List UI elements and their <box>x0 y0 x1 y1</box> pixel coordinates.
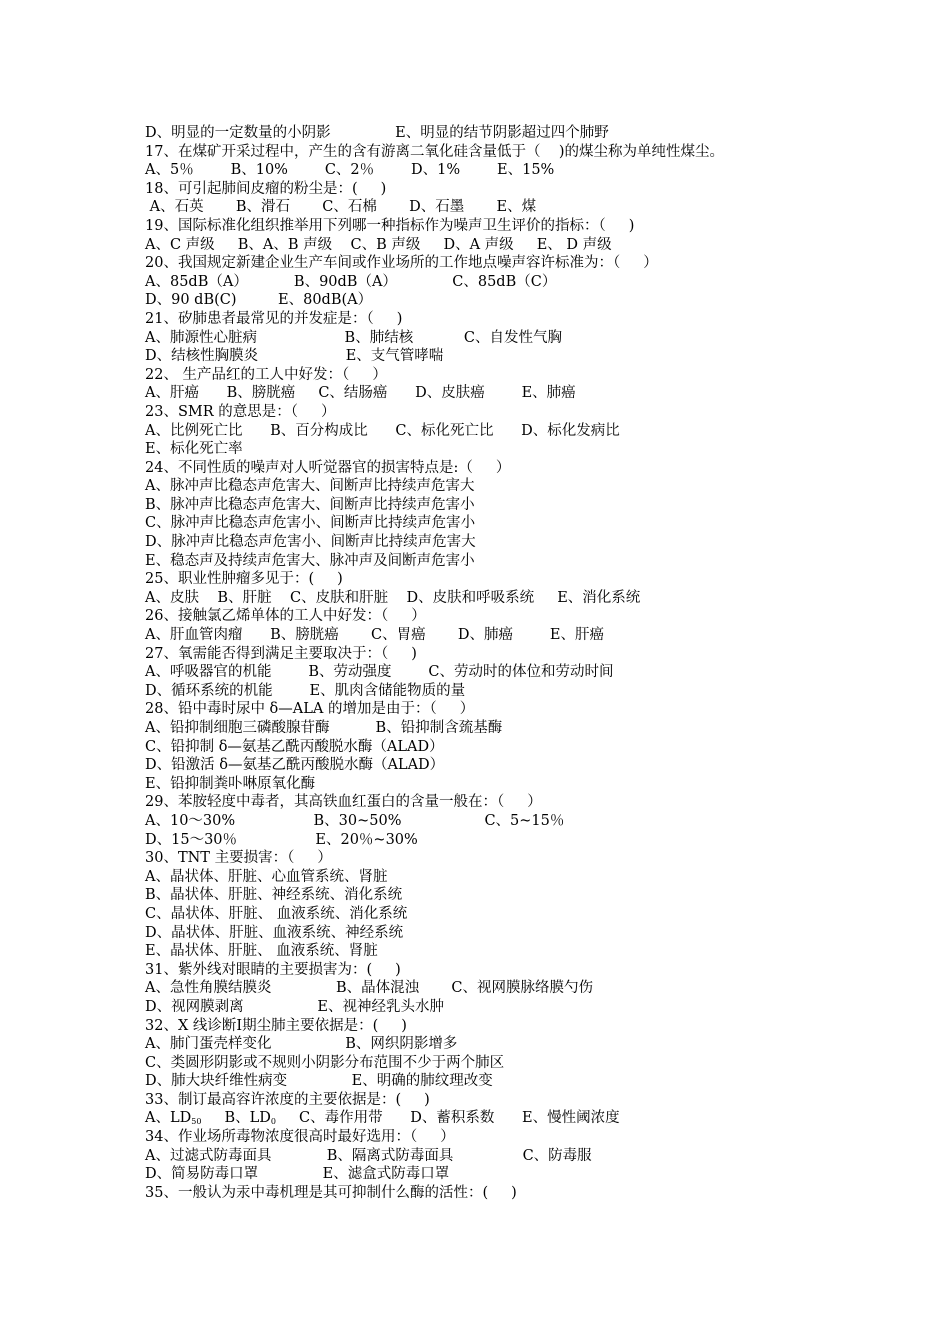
option-b-subscript: 0 <box>270 1117 276 1127</box>
option-line: A、过滤式防毒面具 B、隔离式防毒面具 C、防毒服 <box>145 1147 592 1164</box>
option-line: D、明显的一定数量的小阴影 E、明显的结节阴影超过四个肺野 <box>145 125 609 141</box>
question-26: 26、接触氯乙烯单体的工人中好发：（ ） <box>145 608 426 625</box>
option-line: A、85dB（A） B、90dB（A） C、85dB（C） <box>145 273 557 290</box>
option-a-prefix: A、LD <box>145 1110 192 1127</box>
option-line: A、比例死亡比 B、百分构成比 C、标化死亡比 D、标化发病比 <box>145 422 620 439</box>
option-line: A、C 声级 B、A、B 声级 C、B 声级 D、A 声级 E、 D 声级 <box>145 236 612 253</box>
option-line: A、肝癌 B、膀胱癌 C、结肠癌 D、皮肤癌 E、肺癌 <box>145 385 576 402</box>
option-line: A、急性角膜结膜炎 B、晶体混浊 C、视网膜脉络膜勺伤 <box>145 980 594 997</box>
question-33: 33、制订最高容许浓度的主要依据是：( ) <box>145 1091 430 1108</box>
option-line: B、晶状体、肝脏、神经系统、消化系统 <box>145 887 403 904</box>
question-31: 31、紫外线对眼睛的主要损害为：( ) <box>145 961 401 978</box>
option-line: C、铅抑制 δ—氨基乙酰丙酸脱水酶（ALAD） <box>145 738 444 755</box>
question-19: 19、国际标准化组织推举用下列哪一种指标作为噪声卫生评价的指标：（ ) <box>145 217 635 234</box>
question-24: 24、不同性质的噪声对人听觉器官的损害特点是:（ ） <box>145 459 511 476</box>
option-line: A、肝血管肉瘤 B、膀胱癌 C、胃癌 D、肺癌 E、肝癌 <box>145 627 604 644</box>
option-line: D、90 dB(C) E、80dB(A） <box>145 292 373 309</box>
option-b-prefix: B、LD <box>201 1110 271 1127</box>
option-line: A、脉冲声比稳态声危害大、间断声比持续声危害大 <box>145 478 475 495</box>
option-line: A、肺源性心脏病 B、肺结核 C、自发性气胸 <box>145 329 562 346</box>
question-25: 25、职业性肿瘤多见于：( ) <box>145 571 343 588</box>
question-22: 22、 生产品红的工人中好发：（ ） <box>145 366 387 383</box>
option-line: A、皮肤 B、肝脏 C、皮肤和肝脏 D、皮肤和呼吸系统 E、消化系统 <box>145 589 641 606</box>
question-32: 32、X 线诊断Ⅰ期尘肺主要依据是：( ) <box>145 1017 407 1034</box>
option-line: D、视网膜剥离 E、视神经乳头水肿 <box>145 998 444 1015</box>
option-line: E、标化死亡率 <box>145 441 243 458</box>
question-35: 35、一般认为汞中毒机理是其可抑制什么酶的活性：( ) <box>145 1184 517 1201</box>
question-27: 27、氧需能否得到满足主要取决于：（ ) <box>145 645 417 662</box>
option-line: D、晶状体、肝脏、血液系统、神经系统 <box>145 924 404 941</box>
option-line: D、肺大块纤维性病变 E、明确的肺纹理改变 <box>145 1073 493 1090</box>
question-17: 17、在煤矿开采过程中，产生的含有游离二氧化硅含量低于（ )的煤尘称为单纯性煤尘。 <box>145 143 725 160</box>
option-line: A、5％ B、10% C、2％ D、1% E、15% <box>145 162 555 179</box>
option-line: D、简易防毒口罩 E、滤盒式防毒口罩 <box>145 1166 450 1183</box>
exam-question-list <box>145 124 905 1202</box>
question-18: 18、可引起肺间皮瘤的粉尘是：( ) <box>145 180 387 197</box>
question-21: 21、矽肺患者最常见的并发症是：（ ) <box>145 310 403 327</box>
question-28: 28、铅中毒时尿中 δ—ALA 的增加是由于：（ ） <box>145 701 475 718</box>
option-line: C、晶状体、肝脏、 血液系统、消化系统 <box>145 905 408 922</box>
option-line-q33 <box>145 1109 905 1128</box>
option-line: A、呼吸器官的机能 B、劳动强度 C、劳动时的体位和劳动时间 <box>145 664 614 681</box>
question-30: 30、TNT 主要损害：（ ） <box>145 850 332 867</box>
option-line: E、晶状体、肝脏、 血液系统、肾脏 <box>145 943 378 960</box>
question-20: 20、我国规定新建企业生产车间或作业场所的工作地点噪声容许标准为：（ ） <box>145 255 658 272</box>
question-23: 23、SMR 的意思是：（ ） <box>145 403 336 420</box>
option-rest: C、毒作用带 D、蓄积系数 E、慢性阈浓度 <box>275 1110 620 1127</box>
option-line: E、铅抑制粪卟啉原氧化酶 <box>145 775 316 792</box>
option-a-subscript: 50 <box>191 1117 202 1127</box>
option-line: D、循环系统的机能 E、肌肉含储能物质的量 <box>145 682 466 699</box>
option-line: A、石英 B、滑石 C、石棉 D、石墨 E、煤 <box>145 199 537 216</box>
option-line: D、15～30％ E、20％~30% <box>145 831 418 848</box>
option-line: A、10～30% B、30~50% C、5~15％ <box>145 812 565 829</box>
option-line: C、脉冲声比稳态声危害小、间断声比持续声危害小 <box>145 515 476 532</box>
option-line: B、脉冲声比稳态声危害大、间断声比持续声危害小 <box>145 496 475 513</box>
option-line: D、脉冲声比稳态声危害小、间断声比持续声危害大 <box>145 534 476 551</box>
question-29: 29、苯胺轻度中毒者，其高铁血红蛋白的含量一般在：（ ） <box>145 794 542 811</box>
question-34: 34、作业场所毒物浓度很高时最好选用：（ ） <box>145 1129 455 1146</box>
option-line: C、类圆形阴影或不规则小阴影分布范围不少于两个肺区 <box>145 1054 505 1071</box>
option-line: E、稳态声及持续声危害大、脉冲声及间断声危害小 <box>145 552 475 569</box>
option-line: A、肺门蛋壳样变化 B、网织阴影增多 <box>145 1036 458 1053</box>
option-line: D、结核性胸膜炎 E、支气管哮喘 <box>145 348 444 365</box>
option-line: D、铅激活 δ—氨基乙酰丙酸脱水酶（ALAD） <box>145 757 445 774</box>
option-line: A、晶状体、肝脏、心血管系统、肾脏 <box>145 868 388 885</box>
option-line: A、铅抑制细胞三磷酸腺苷酶 B、铅抑制含巯基酶 <box>145 720 503 736</box>
